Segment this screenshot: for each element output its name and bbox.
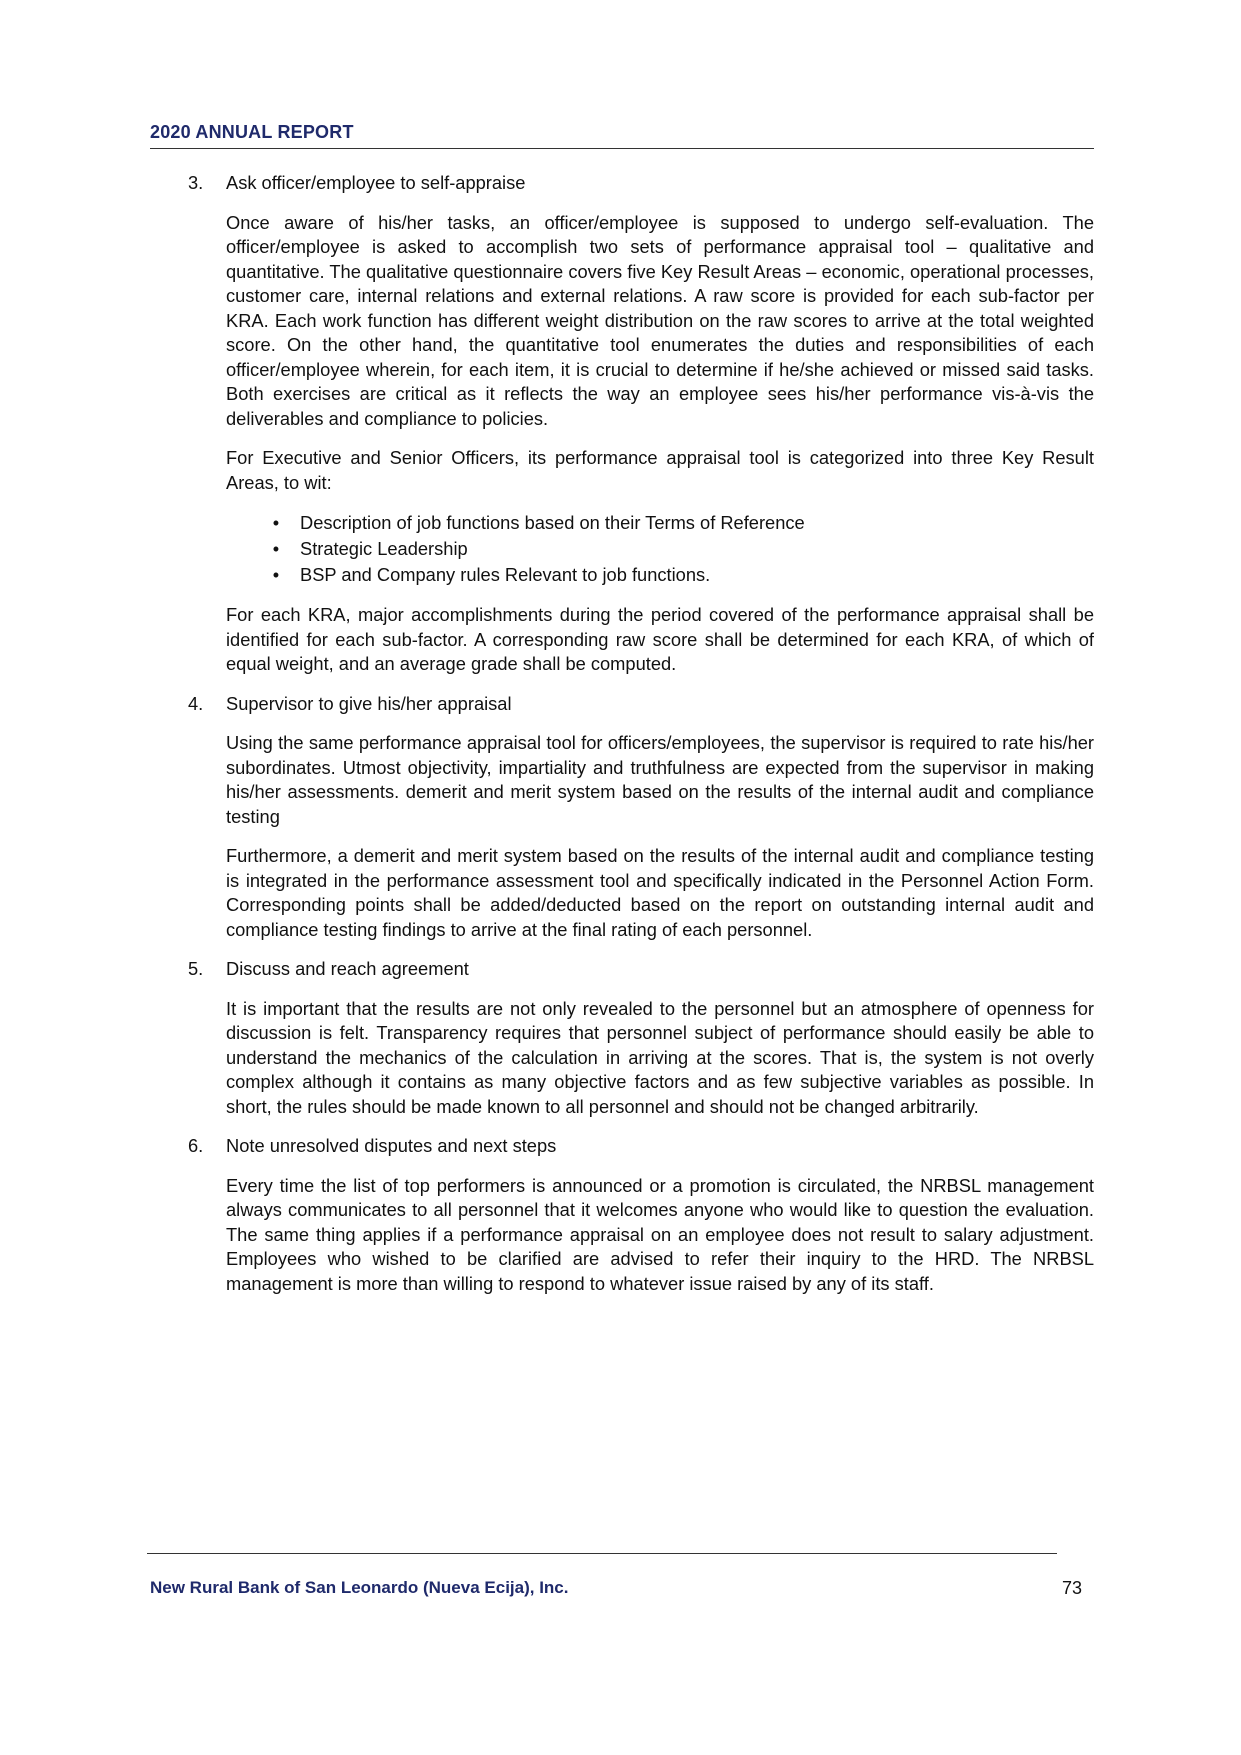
document-body [188,171,1094,1311]
paragraph: For each KRA, major accomplishments during the period covered of the performance appraisal shall be identified for each sub-factor. A corresponding raw score shall be determined for each KRA, of which of equal weight, and an average grade shall be computed. [226,604,1094,674]
paragraph: Furthermore, a demerit and merit system based on the results of the internal audit and compliance testing is integrated in the performance assessment tool and specifically indicated in the Personnel Action Form. Corresponding points shall be added/deducted based on the report on outstanding internal audit and compliance testing findings to arrive at the final rating of each personnel. [226,845,1094,940]
section-item-4 [188,692,1094,943]
bullet-text: Strategic Leadership [300,538,468,559]
paragraph: For Executive and Senior Officers, its performance appraisal tool is categorized into three Key Result Areas, to wit: [226,447,1094,493]
footer-divider [147,1553,1057,1554]
paragraph: It is important that the results are not only revealed to the personnel but an atmosphere of openness for discussion is felt. Transparency requires that personnel subject of performance should easily be able to understand the mechanics of the calculation in arriving at the scores. That is, the system is not overly complex although it contains as many objective factors and as few subjective variables as possible. In short, the rules should be made known to all personnel and should not be changed arbitrarily. [226,997,1094,1117]
section-item-6 [188,1134,1094,1296]
bullet-icon: • [272,564,280,585]
bullet-icon: • [272,512,280,533]
page-header [150,122,1094,149]
paragraph: Once aware of his/her tasks, an officer/employee is supposed to undergo self-evaluation. The officer/employee is asked to accomplish two sets of performance appraisal tool – qualitative and quantitative. The qualitative questionnaire covers five Key Result Areas – economic, operational processes, customer care, internal relations and external relations. A raw score is provided for each sub-factor per KRA. Each work function has different weight distribution on the raw scores to arrive at the total weighted score. On the other hand, the quantitative tool enumerates the duties and responsibilities of each officer/employee wherein, for each item, it is crucial to determine if he/she achieved or missed said tasks. Both exercises are critical as it reflects the way an employee sees his/her performance vis-à-vis the deliverables and compliance to policies. [226,211,1094,429]
bullet-item [266,510,1094,536]
item-heading: Note unresolved disputes and next steps [226,1135,557,1156]
item-number: 4. [188,692,204,714]
paragraph: Every time the list of top performers is announced or a promotion is circulated, the NRBSL management always communicates to all personnel that it welcomes anyone who would like to question the evaluation. The same thing applies if a performance appraisal on an employee does not result to salary adjustment. Employees who wished to be clarified are advised to refer their inquiry to the HRD. The NRBSL management is more than willing to respond to whatever issue raised by any of its staff. [226,1174,1094,1294]
report-title: 2020 ANNUAL REPORT [150,122,354,142]
item-heading: Supervisor to give his/her appraisal [226,692,512,714]
item-number: 6. [188,1135,204,1156]
section-item-5 [188,957,1094,1119]
footer-bank-name: New Rural Bank of San Leonardo (Nueva Ecija), Inc. [150,1578,569,1597]
bullet-text: Description of job functions based on their Terms of Reference [300,512,805,533]
item-number: 3. [188,172,204,193]
kra-bullet-list [226,510,1094,588]
item-heading: Discuss and reach agreement [226,958,469,979]
bullet-text: BSP and Company rules Relevant to job functions. [300,564,711,585]
bullet-item [266,536,1094,562]
bullet-item [266,562,1094,588]
bullet-icon: • [272,538,280,559]
item-heading: Ask officer/employee to self-appraise [226,172,526,193]
paragraph: Using the same performance appraisal tool for officers/employees, the supervisor is required to rate his/her subordinates. Utmost objectivity, impartiality and truthfulness are expected from the supervisor in making his/her assessments. demerit and merit system based on the results of the internal audit and compliance testing [226,732,1094,827]
section-item-3 [188,171,1094,677]
page-number: 73 [1062,1578,1083,1598]
item-number: 5. [188,958,204,979]
